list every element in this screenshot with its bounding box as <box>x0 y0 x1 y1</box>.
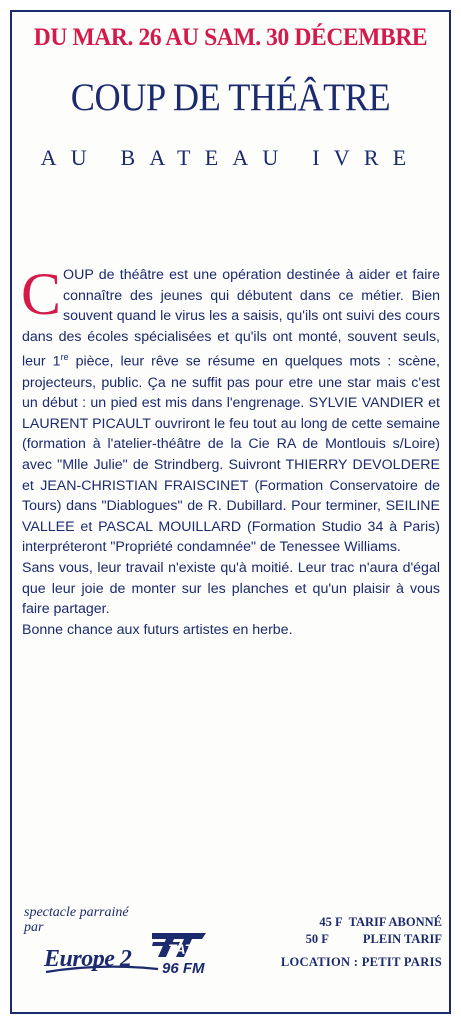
sponsor-logos <box>40 927 220 982</box>
price-row-abonne <box>262 914 442 931</box>
venue-subtitle: AU BATEAU IVRE <box>40 145 421 170</box>
article-body <box>21 261 440 640</box>
drop-cap: C <box>21 261 62 327</box>
event-dates: DU MAR. 26 AU SAM. 30 DÉCEMBRE <box>33 24 428 51</box>
price-list <box>262 914 442 971</box>
tat-logo-text: TAT <box>168 941 194 957</box>
ordinal-superscript: re <box>60 352 69 363</box>
flyer-page <box>10 10 451 1014</box>
article-paragraph-3: Bonne chance aux futurs artistes en herbe. <box>22 621 293 638</box>
radio-frequency: 96 FM <box>162 960 205 977</box>
price-row-plein <box>262 931 442 948</box>
article-paragraph-1 <box>21 261 440 558</box>
price-amount: 45 F <box>319 915 343 929</box>
article-paragraph-2: Sans vous, leur travail n'existe qu'à moitié. Leur trac n'aura d'égal que leur joie de monter sur les planches et qu'un plaisir à vous faire partager. <box>22 560 440 618</box>
page-title: COUP DE THÉÂTRE <box>70 76 391 119</box>
sponsor-label-line2: par <box>24 920 44 935</box>
price-label: TARIF ABONNÉ <box>348 915 442 929</box>
box-office-location: LOCATION : PETIT PARIS <box>280 955 442 969</box>
article-text-1a: OUP de théâtre est une opération destinée à aider et faire connaître des jeunes qui débutent dans ce métier. Bien souvent quand le virus les a saisis, qu'ils ont suivi des cours dans des écoles spécialisées et qu'ils ont monté, souvent seuls, leur 1 <box>22 267 440 371</box>
article-text-1b: pièce, leur rêve se résume en quelques mots : scène, projecteurs, public. Ça ne suffit pas pour etre une star mais c'est un début : un pied est mis dans l'engrenage. SYLVIE VANDIER et LAURENT PICAULT ouvriront le feu tout au long de cette semaine (formation à l'atelier-théâtre de la Cie RA de Montlouis s/Loire) avec "Mlle Julie" de Strindberg. Suivront THIERRY DEVOLDERE et JEAN-CHRISTIAN FRAISCINET (Formation Conservatoire de Tours) dans "Diablogues" de R. Dubillard. Pour terminer, SEILINE VALLEE et PASCAL MOUILLARD (Formation Studio 34 à Paris) interpréteront "Propriété condamnée" de Tenessee Williams. <box>22 354 440 556</box>
sponsor-label-line1: spectacle parrainé <box>24 905 129 920</box>
tat-logo <box>152 933 206 957</box>
price-label: PLEIN TARIF <box>362 932 442 946</box>
price-amount: 50 F <box>305 932 329 946</box>
europe2-logo: Europe 2 <box>44 946 132 972</box>
